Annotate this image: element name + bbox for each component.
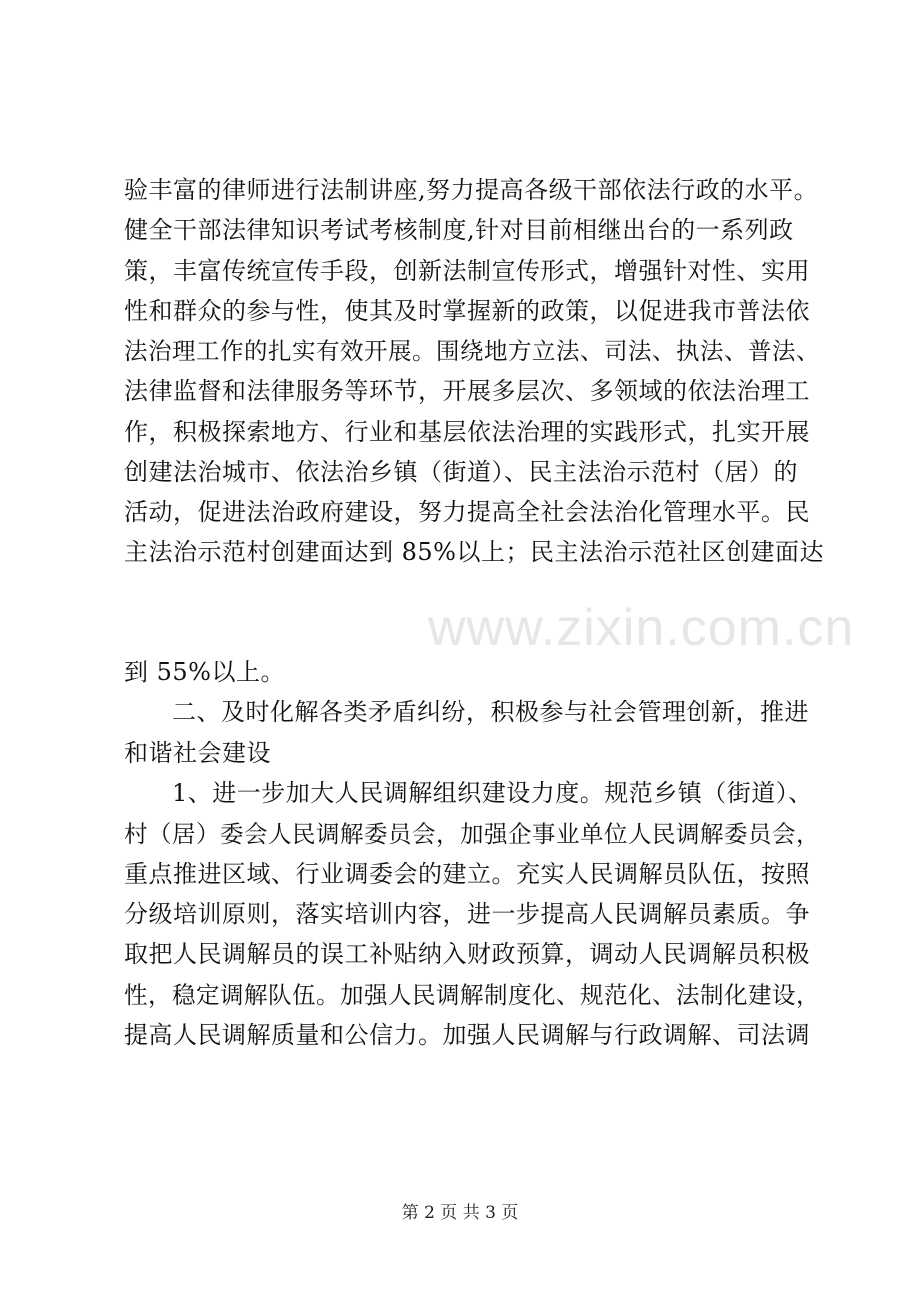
body-text-line: 提高人民调解质量和公信力。加强人民调解与行政调解、司法调 [124, 1021, 810, 1049]
body-text-line: 策，丰富传统宣传手段，创新法制宣传形式，增强针对性、实用 [124, 257, 810, 285]
body-text-line: 法治理工作的扎实有效开展。围绕地方立法、司法、执法、普法、 [124, 337, 820, 365]
body-text-line: 创建法治城市、依法治乡镇（街道）、民主法治示范村（居）的 [124, 458, 798, 486]
watermark: www.zixin.com.cn [428, 599, 855, 657]
body-text-line: 分级培训原则，落实培训内容，进一步提高人民调解员素质。争 [124, 900, 810, 928]
body-text-line: 到 55%以上。 [124, 658, 285, 686]
body-text-line: 健全干部法律知识考试考核制度,针对目前相继出台的一系列政 [124, 216, 794, 244]
body-text-line: 性，稳定调解队伍。加强人民调解制度化、规范化、法制化建设， [124, 981, 820, 1009]
body-text-line: 性和群众的参与性，使其及时掌握新的政策，以促进我市普法依 [124, 297, 810, 325]
body-text-line: 重点推进区域、行业调委会的建立。充实人民调解员队伍，按照 [124, 860, 810, 888]
section-heading-line: 二、及时化解各类矛盾纠纷，积极参与社会管理创新，推进 [172, 698, 809, 726]
body-text-line: 取把人民调解员的误工补贴纳入财政预算，调动人民调解员积极 [124, 940, 810, 968]
page-number-footer: 第 2 页 共 3 页 [401, 1203, 519, 1223]
body-text-line: 主法治示范村创建面达到 85%以上；民主法治示范社区创建面达 [124, 538, 824, 566]
body-text-line: 验丰富的律师进行法制讲座,努力提高各级干部依法行政的水平。 [124, 176, 819, 204]
body-text-line: 活动，促进法治政府建设，努力提高全社会法治化管理水平。民 [124, 498, 810, 526]
body-text-line: 作，积极探索地方、行业和基层依法治理的实践形式，扎实开展 [124, 418, 810, 446]
paragraph-first-line: 1、进一步加大人民调解组织建设力度。规范乡镇（街道）、 [172, 779, 813, 807]
body-text-line: 法律监督和法律服务等环节，开展多层次、多领域的依法治理工 [124, 377, 810, 405]
section-heading-line: 和谐社会建设 [124, 739, 271, 767]
body-text-line: 村（居）委会人民调解委员会，加强企事业单位人民调解委员会， [124, 820, 820, 848]
